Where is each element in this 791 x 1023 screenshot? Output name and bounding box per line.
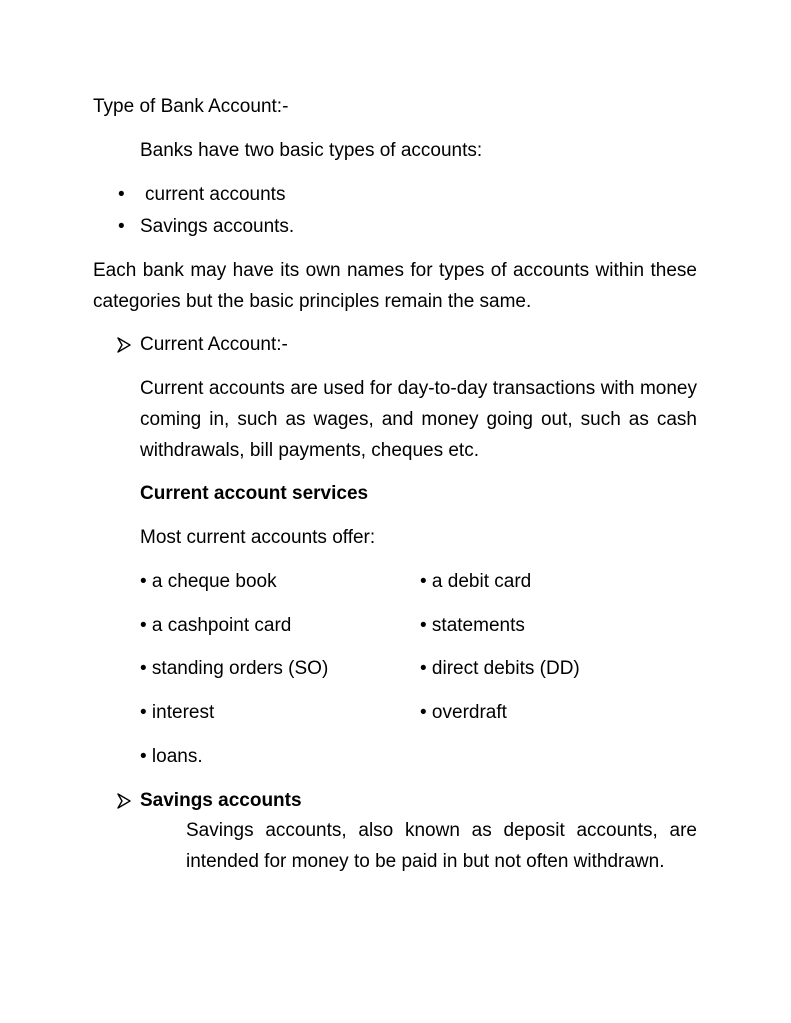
offer-item-loans: • loans. [140,746,203,767]
bullet-icon: • [118,184,125,205]
offer-item-overdraft: • overdraft [420,702,507,723]
list-item-savings-accounts: Savings accounts. [140,216,295,237]
savings-account-description: Savings accounts, also known as deposit accounts, are intended for money to be paid in but not often withdrawn. [186,820,697,872]
arrow-bullet-icon [116,337,132,353]
offer-item-interest: • interest [140,702,215,723]
current-account-description: Current accounts are used for day-to-day transactions with money coming in, such as wages, and money going out, such as cash withdrawals, bill payments, cheques etc. [140,378,697,461]
offer-intro-text: Most current accounts offer: [140,527,376,548]
offer-item-standing-orders: • standing orders (SO) [140,658,329,679]
current-account-services-title: Current account services [140,483,369,504]
list-item-current-accounts: current accounts [145,184,286,205]
current-account-title: Current Account:- [140,334,288,355]
offer-item-statements: • statements [420,615,525,636]
page-heading: Type of Bank Account:- [93,96,289,117]
bullet-icon: • [118,216,125,237]
savings-account-title: Savings accounts [140,790,302,811]
offer-item-direct-debits: • direct debits (DD) [420,658,580,679]
offer-item-cheque-book: • a cheque book [140,571,277,592]
intro-text: Banks have two basic types of accounts: [140,140,483,161]
offer-item-cashpoint-card: • a cashpoint card [140,615,292,636]
offer-item-debit-card: • a debit card [420,571,532,592]
arrow-bullet-icon [116,793,132,809]
note-paragraph: Each bank may have its own names for types of accounts within these categories but the basic principles remain the same. [93,260,697,312]
